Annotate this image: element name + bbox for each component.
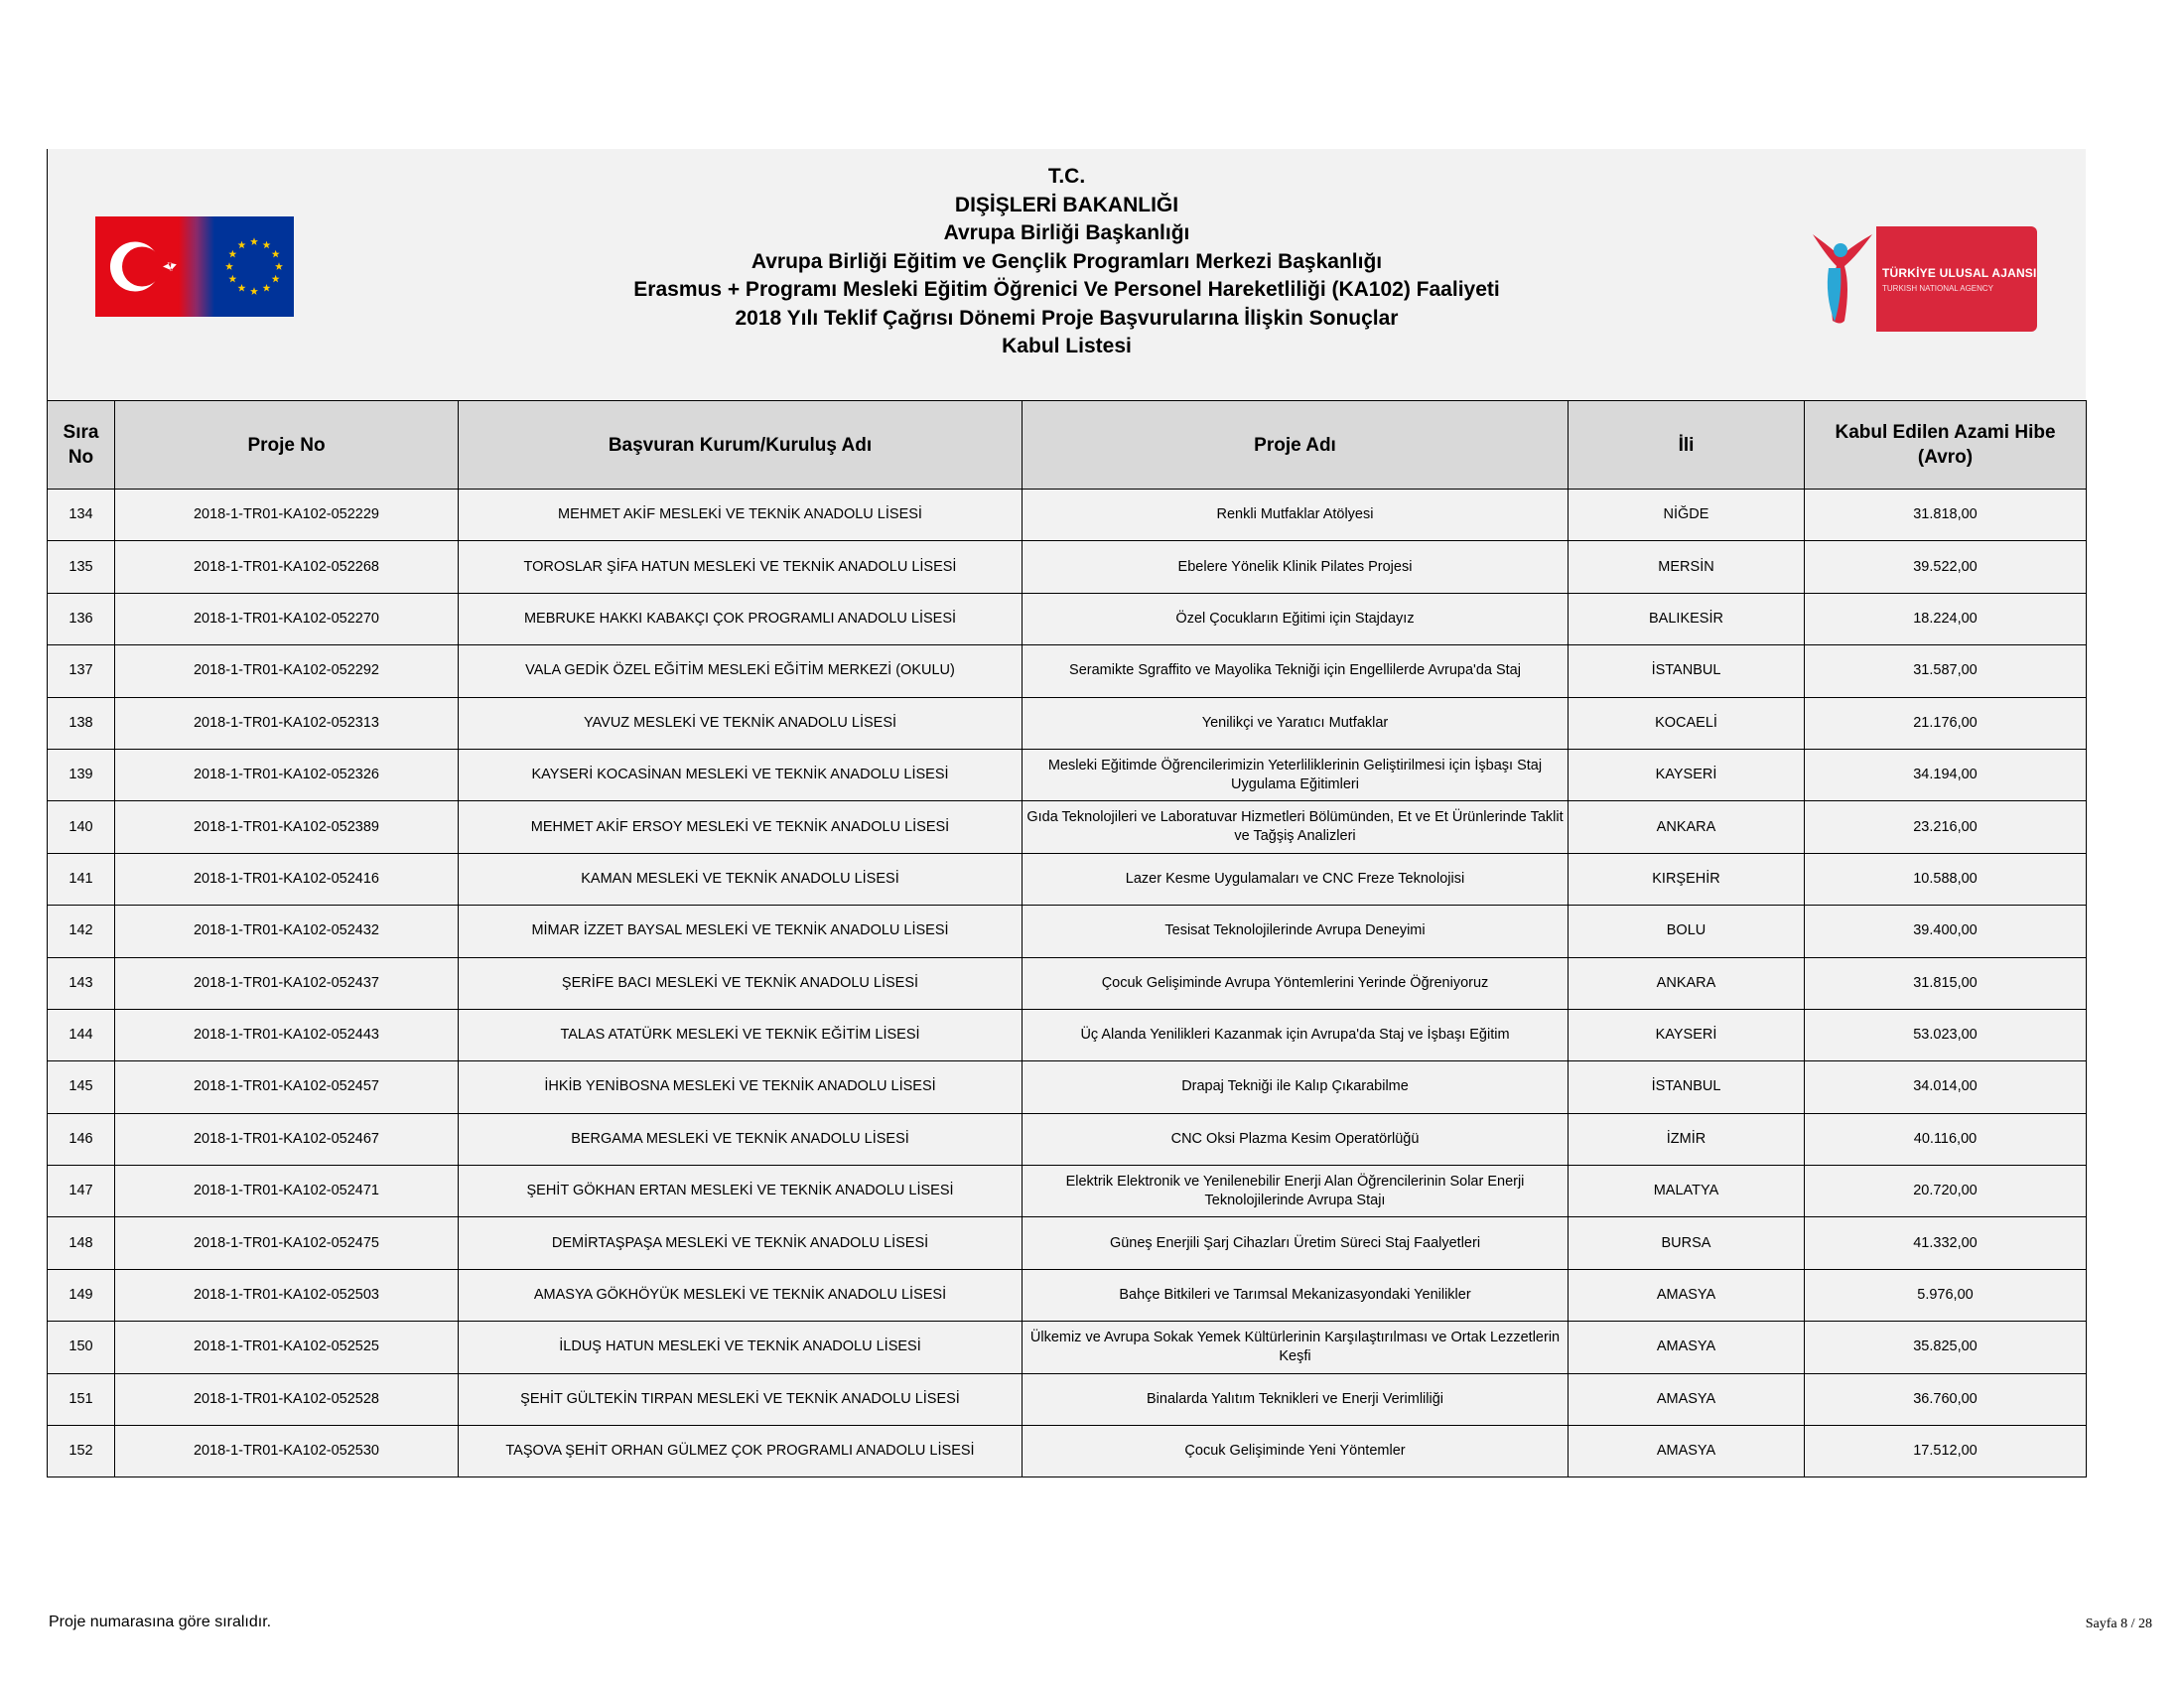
cell-proje-no: 2018-1-TR01-KA102-052443 (115, 1009, 459, 1060)
cell-proje-no: 2018-1-TR01-KA102-052416 (115, 853, 459, 905)
table-row (48, 541, 2087, 593)
cell-sira-no: 146 (48, 1113, 115, 1165)
cell-basvuran-kurum: MİMAR İZZET BAYSAL MESLEKİ VE TEKNİK ANADOLU LİSESİ (459, 906, 1023, 957)
cell-proje-adi: Güneş Enerjili Şarj Cihazları Üretim Süreci Staj Faalyetleri (1023, 1217, 1569, 1269)
cell-basvuran-kurum: TAŞOVA ŞEHİT ORHAN GÜLMEZ ÇOK PROGRAMLI ANADOLU LİSESİ (459, 1426, 1023, 1477)
cell-hibe: 31.587,00 (1805, 645, 2087, 697)
cell-sira-no: 144 (48, 1009, 115, 1060)
cell-hibe: 10.588,00 (1805, 853, 2087, 905)
cell-proje-no: 2018-1-TR01-KA102-052292 (115, 645, 459, 697)
table-row (48, 697, 2087, 749)
cell-basvuran-kurum: KAYSERİ KOCASİNAN MESLEKİ VE TEKNİK ANADOLU LİSESİ (459, 749, 1023, 800)
cell-proje-no: 2018-1-TR01-KA102-052530 (115, 1426, 459, 1477)
cell-hibe: 39.400,00 (1805, 906, 2087, 957)
cell-proje-adi: Drapaj Tekniği ile Kalıp Çıkarabilme (1023, 1061, 1569, 1113)
cell-proje-adi: Elektrik Elektronik ve Yenilenebilir Enerji Alan Öğrencilerinin Solar Enerji Teknolojilerinde Avrupa Stajı (1023, 1166, 1569, 1217)
cell-hibe: 34.014,00 (1805, 1061, 2087, 1113)
page-number: Sayfa 8 / 28 (2085, 1617, 2152, 1631)
cell-ili: MALATYA (1569, 1166, 1805, 1217)
title-line: 2018 Yılı Teklif Çağrısı Dönemi Proje Başvurularına İlişkin Sonuçlar (735, 306, 1399, 330)
cell-sira-no: 147 (48, 1166, 115, 1217)
cell-hibe: 31.818,00 (1805, 490, 2087, 541)
column-header-proje-adi: Proje Adı (1023, 401, 1569, 490)
cell-hibe: 23.216,00 (1805, 801, 2087, 853)
table-row (48, 593, 2087, 644)
column-header-kabul-edilen-hibe: Kabul Edilen Azami Hibe (Avro) (1805, 401, 2087, 490)
cell-basvuran-kurum: TOROSLAR ŞİFA HATUN MESLEKİ VE TEKNİK ANADOLU LİSESİ (459, 541, 1023, 593)
cell-basvuran-kurum: BERGAMA MESLEKİ VE TEKNİK ANADOLU LİSESİ (459, 1113, 1023, 1165)
cell-hibe: 21.176,00 (1805, 697, 2087, 749)
table-row (48, 1009, 2087, 1060)
table-row (48, 645, 2087, 697)
cell-sira-no: 138 (48, 697, 115, 749)
table-row (48, 1061, 2087, 1113)
agency-logo-subtext: TURKISH NATIONAL AGENCY (1882, 283, 1994, 293)
cell-hibe: 41.332,00 (1805, 1217, 2087, 1269)
cell-hibe: 34.194,00 (1805, 749, 2087, 800)
table-row (48, 801, 2087, 853)
cell-sira-no: 143 (48, 957, 115, 1009)
cell-basvuran-kurum: KAMAN MESLEKİ VE TEKNİK ANADOLU LİSESİ (459, 853, 1023, 905)
cell-proje-no: 2018-1-TR01-KA102-052503 (115, 1269, 459, 1321)
cell-ili: İZMİR (1569, 1113, 1805, 1165)
table-row (48, 1373, 2087, 1425)
table-row (48, 1269, 2087, 1321)
title-line: T.C. (1047, 165, 1086, 188)
title-line: DIŞİŞLERİ BAKANLIĞI (954, 193, 1179, 216)
agency-figure-icon (1807, 226, 1876, 332)
cell-hibe: 5.976,00 (1805, 1269, 2087, 1321)
cell-basvuran-kurum: İHKİB YENİBOSNA MESLEKİ VE TEKNİK ANADOLU LİSESİ (459, 1061, 1023, 1113)
cell-proje-adi: Renkli Mutfaklar Atölyesi (1023, 490, 1569, 541)
cell-sira-no: 142 (48, 906, 115, 957)
table-row (48, 957, 2087, 1009)
cell-sira-no: 149 (48, 1269, 115, 1321)
cell-sira-no: 151 (48, 1373, 115, 1425)
cell-ili: İSTANBUL (1569, 645, 1805, 697)
cell-basvuran-kurum: TALAS ATATÜRK MESLEKİ VE TEKNİK EĞİTİM LİSESİ (459, 1009, 1023, 1060)
cell-ili: ANKARA (1569, 957, 1805, 1009)
cell-proje-adi: Binalarda Yalıtım Teknikleri ve Enerji Verimliliği (1023, 1373, 1569, 1425)
column-header-sira-no: Sıra No (48, 401, 115, 490)
table-row (48, 906, 2087, 957)
document-title (48, 163, 2086, 361)
cell-proje-no: 2018-1-TR01-KA102-052471 (115, 1166, 459, 1217)
table-row (48, 749, 2087, 800)
cell-ili: ANKARA (1569, 801, 1805, 853)
title-line: Kabul Listesi (1002, 335, 1132, 357)
cell-proje-no: 2018-1-TR01-KA102-052313 (115, 697, 459, 749)
cell-ili: AMASYA (1569, 1322, 1805, 1373)
cell-proje-no: 2018-1-TR01-KA102-052467 (115, 1113, 459, 1165)
cell-basvuran-kurum: ŞERİFE BACI MESLEKİ VE TEKNİK ANADOLU LİSESİ (459, 957, 1023, 1009)
cell-hibe: 36.760,00 (1805, 1373, 2087, 1425)
title-line: Avrupa Birliği Eğitim ve Gençlik Programları Merkezi Başkanlığı (751, 249, 1383, 273)
cell-sira-no: 140 (48, 801, 115, 853)
cell-ili: NİĞDE (1569, 490, 1805, 541)
cell-sira-no: 150 (48, 1322, 115, 1373)
table-row (48, 853, 2087, 905)
cell-hibe: 31.815,00 (1805, 957, 2087, 1009)
column-header-ili: İli (1569, 401, 1805, 490)
column-header-proje-no: Proje No (115, 401, 459, 490)
cell-basvuran-kurum: MEBRUKE HAKKI KABAKÇI ÇOK PROGRAMLI ANADOLU LİSESİ (459, 593, 1023, 644)
cell-basvuran-kurum: İLDUŞ HATUN MESLEKİ VE TEKNİK ANADOLU LİSESİ (459, 1322, 1023, 1373)
cell-ili: AMASYA (1569, 1426, 1805, 1477)
cell-basvuran-kurum: YAVUZ MESLEKİ VE TEKNİK ANADOLU LİSESİ (459, 697, 1023, 749)
cell-proje-no: 2018-1-TR01-KA102-052389 (115, 801, 459, 853)
cell-basvuran-kurum: DEMİRTAŞPAŞA MESLEKİ VE TEKNİK ANADOLU LİSESİ (459, 1217, 1023, 1269)
cell-proje-adi: Ülkemiz ve Avrupa Sokak Yemek Kültürlerinin Karşılaştırılması ve Ortak Lezzetlerin Keşfi (1023, 1322, 1569, 1373)
title-line: Avrupa Birliği Başkanlığı (943, 221, 1190, 244)
cell-proje-adi: Yenilikçi ve Yaratıcı Mutfaklar (1023, 697, 1569, 749)
title-line: Erasmus + Programı Mesleki Eğitim Öğrenici Ve Personel Hareketliliği (KA102) Faaliyeti (633, 278, 1500, 301)
cell-hibe: 53.023,00 (1805, 1009, 2087, 1060)
cell-hibe: 17.512,00 (1805, 1426, 2087, 1477)
cell-proje-no: 2018-1-TR01-KA102-052437 (115, 957, 459, 1009)
cell-sira-no: 152 (48, 1426, 115, 1477)
cell-proje-no: 2018-1-TR01-KA102-052528 (115, 1373, 459, 1425)
cell-proje-no: 2018-1-TR01-KA102-052270 (115, 593, 459, 644)
cell-proje-adi: Seramikte Sgraffito ve Mayolika Tekniği için Engellilerde Avrupa'da Staj (1023, 645, 1569, 697)
cell-ili: BOLU (1569, 906, 1805, 957)
cell-proje-adi: Tesisat Teknolojilerinde Avrupa Deneyimi (1023, 906, 1569, 957)
results-table (47, 400, 2087, 1477)
cell-proje-adi: Mesleki Eğitimde Öğrencilerimizin Yeterliliklerinin Geliştirilmesi için İşbaşı Staj Uygulama Eğitimleri (1023, 749, 1569, 800)
cell-basvuran-kurum: MEHMET AKİF ERSOY MESLEKİ VE TEKNİK ANADOLU LİSESİ (459, 801, 1023, 853)
cell-ili: AMASYA (1569, 1373, 1805, 1425)
table-header-row (48, 401, 2087, 490)
cell-ili: KAYSERİ (1569, 1009, 1805, 1060)
cell-sira-no: 134 (48, 490, 115, 541)
cell-sira-no: 139 (48, 749, 115, 800)
cell-ili: AMASYA (1569, 1269, 1805, 1321)
cell-ili: İSTANBUL (1569, 1061, 1805, 1113)
cell-sira-no: 135 (48, 541, 115, 593)
cell-proje-adi: Ebelere Yönelik Klinik Pilates Projesi (1023, 541, 1569, 593)
table-row (48, 490, 2087, 541)
cell-hibe: 20.720,00 (1805, 1166, 2087, 1217)
cell-proje-adi: CNC Oksi Plazma Kesim Operatörlüğü (1023, 1113, 1569, 1165)
cell-sira-no: 148 (48, 1217, 115, 1269)
cell-ili: MERSİN (1569, 541, 1805, 593)
cell-basvuran-kurum: MEHMET AKİF MESLEKİ VE TEKNİK ANADOLU LİSESİ (459, 490, 1023, 541)
cell-basvuran-kurum: AMASYA GÖKHÖYÜK MESLEKİ VE TEKNİK ANADOLU LİSESİ (459, 1269, 1023, 1321)
agency-logo-text: TÜRKİYE ULUSAL AJANSI (1882, 265, 2037, 280)
cell-sira-no: 145 (48, 1061, 115, 1113)
cell-ili: KOCAELİ (1569, 697, 1805, 749)
cell-hibe: 40.116,00 (1805, 1113, 2087, 1165)
cell-basvuran-kurum: ŞEHİT GÜLTEKİN TIRPAN MESLEKİ VE TEKNİK ANADOLU LİSESİ (459, 1373, 1023, 1425)
table-row (48, 1322, 2087, 1373)
cell-basvuran-kurum: VALA GEDİK ÖZEL EĞİTİM MESLEKİ EĞİTİM MERKEZİ (OKULU) (459, 645, 1023, 697)
column-header-basvuran-kurum: Başvuran Kurum/Kuruluş Adı (459, 401, 1023, 490)
cell-hibe: 39.522,00 (1805, 541, 2087, 593)
cell-hibe: 35.825,00 (1805, 1322, 2087, 1373)
cell-ili: BURSA (1569, 1217, 1805, 1269)
document-header (47, 149, 2086, 400)
document-sheet (47, 149, 2086, 1477)
cell-proje-no: 2018-1-TR01-KA102-052229 (115, 490, 459, 541)
cell-proje-adi: Bahçe Bitkileri ve Tarımsal Mekanizasyondaki Yenilikler (1023, 1269, 1569, 1321)
cell-proje-no: 2018-1-TR01-KA102-052326 (115, 749, 459, 800)
table-body (48, 490, 2087, 1477)
cell-proje-no: 2018-1-TR01-KA102-052268 (115, 541, 459, 593)
footer-note: Proje numarasına göre sıralıdır. (49, 1614, 272, 1630)
table-row (48, 1113, 2087, 1165)
cell-sira-no: 136 (48, 593, 115, 644)
cell-proje-no: 2018-1-TR01-KA102-052475 (115, 1217, 459, 1269)
cell-proje-no: 2018-1-TR01-KA102-052457 (115, 1061, 459, 1113)
cell-proje-no: 2018-1-TR01-KA102-052432 (115, 906, 459, 957)
table-row (48, 1166, 2087, 1217)
cell-basvuran-kurum: ŞEHİT GÖKHAN ERTAN MESLEKİ VE TEKNİK ANADOLU LİSESİ (459, 1166, 1023, 1217)
cell-proje-adi: Gıda Teknolojileri ve Laboratuvar Hizmetleri Bölümünden, Et ve Et Ürünlerinde Taklit ve Tağşiş Analizleri (1023, 801, 1569, 853)
turkish-national-agency-logo (1807, 226, 2037, 332)
cell-proje-adi: Çocuk Gelişiminde Avrupa Yöntemlerini Yerinde Öğreniyoruz (1023, 957, 1569, 1009)
cell-proje-adi: Özel Çocukların Eğitimi için Stajdayız (1023, 593, 1569, 644)
cell-ili: BALIKESİR (1569, 593, 1805, 644)
cell-hibe: 18.224,00 (1805, 593, 2087, 644)
table-row (48, 1217, 2087, 1269)
cell-proje-adi: Lazer Kesme Uygulamaları ve CNC Freze Teknolojisi (1023, 853, 1569, 905)
cell-sira-no: 141 (48, 853, 115, 905)
cell-proje-no: 2018-1-TR01-KA102-052525 (115, 1322, 459, 1373)
cell-sira-no: 137 (48, 645, 115, 697)
cell-ili: KIRŞEHİR (1569, 853, 1805, 905)
cell-proje-adi: Çocuk Gelişiminde Yeni Yöntemler (1023, 1426, 1569, 1477)
cell-proje-adi: Üç Alanda Yenilikleri Kazanmak için Avrupa'da Staj ve İşbaşı Eğitim (1023, 1009, 1569, 1060)
table-row (48, 1426, 2087, 1477)
cell-ili: KAYSERİ (1569, 749, 1805, 800)
